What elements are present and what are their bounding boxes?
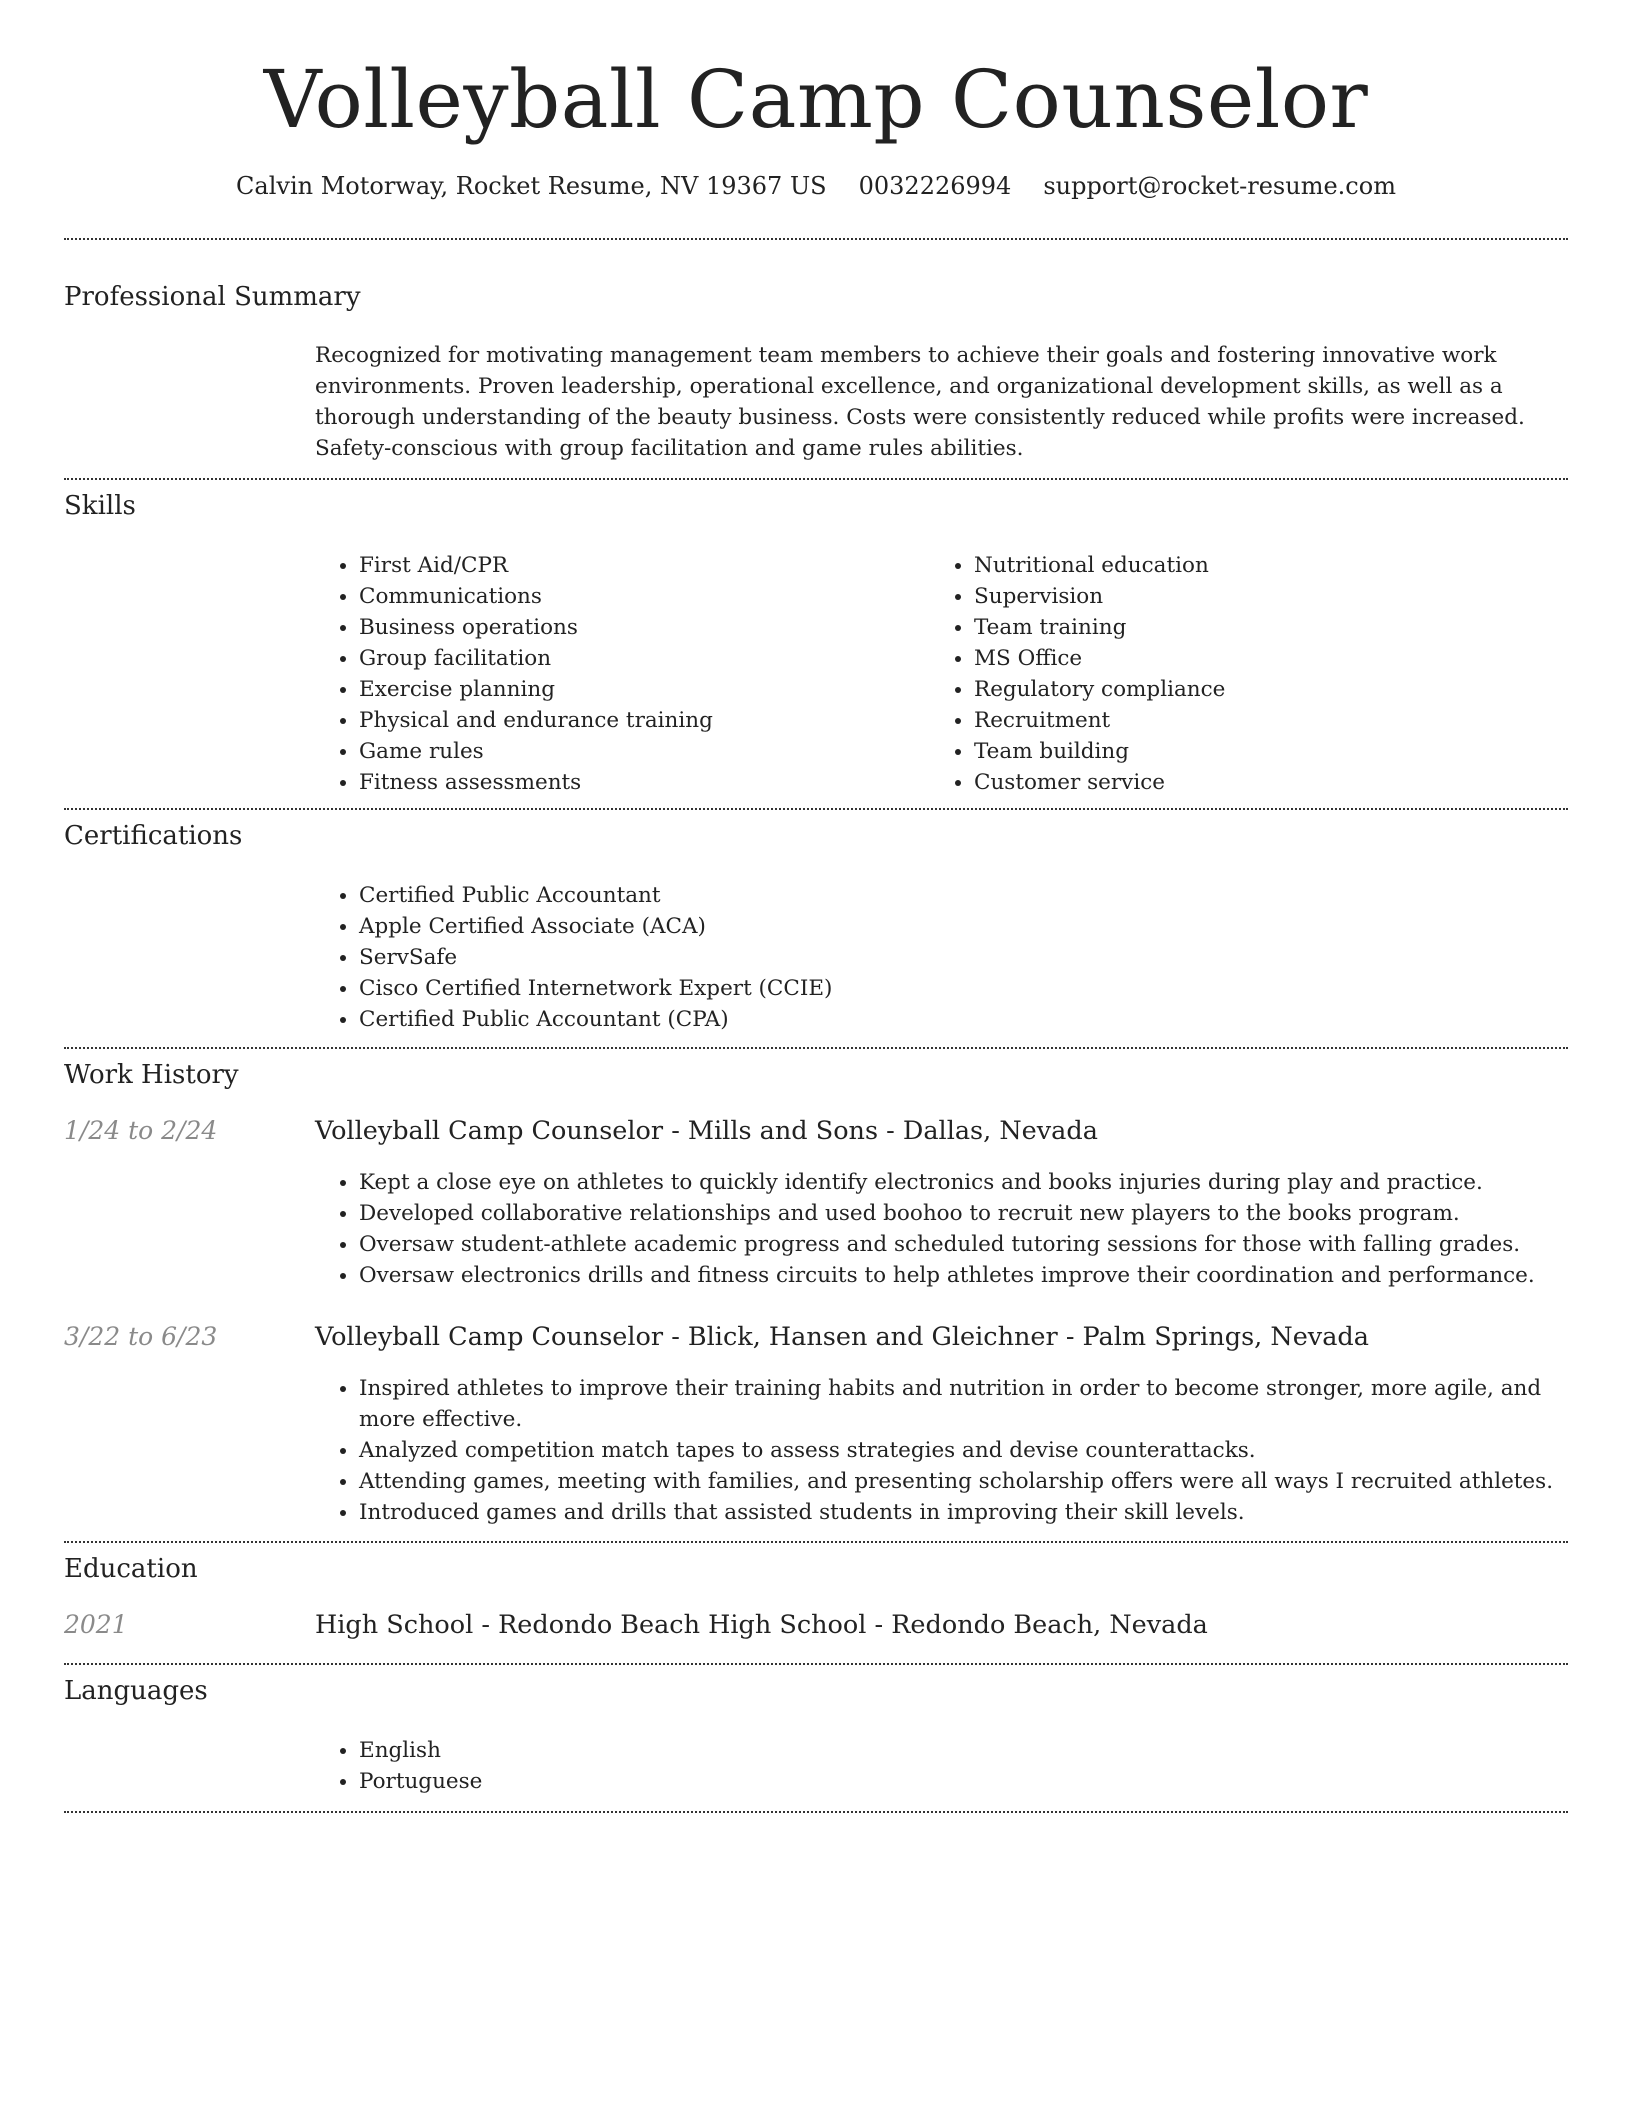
skill-item: • Group facilitation [359, 643, 930, 674]
job-bullets [315, 1167, 1565, 1291]
divider [64, 1541, 1568, 1543]
skill-item: • Nutritional education [974, 550, 1545, 581]
skill-item: • Team building [974, 736, 1545, 767]
skill-item: • Communications [359, 581, 930, 612]
divider [64, 808, 1568, 810]
education-year: 2021 [64, 1610, 128, 1639]
job-heading: Volleyball Camp Counselor - Mills and Sons - Dallas, Nevada [315, 1116, 1098, 1146]
job-bullet: • Attending games, meeting with families, and presenting scholarship offers were all ways I recruited athletes. [359, 1466, 1565, 1497]
contact-email: support@rocket-resume.com [1043, 172, 1396, 200]
divider [64, 1047, 1568, 1049]
certification-item: • Certified Public Accountant (CPA) [359, 1004, 1565, 1035]
education-heading: High School - Redondo Beach High School - Redondo Beach, Nevada [315, 1610, 1208, 1640]
language-item: • English [359, 1735, 1565, 1766]
divider [64, 238, 1568, 240]
job-bullet: • Kept a close eye on athletes to quickly identify electronics and books injuries during play and practice. [359, 1167, 1565, 1198]
certifications-list [315, 880, 1565, 1035]
job-dates: 3/22 to 6/23 [64, 1322, 218, 1351]
skill-item: • Supervision [974, 581, 1545, 612]
skills-column-left [315, 550, 930, 798]
summary-text: Recognized for motivating management team members to achieve their goals and fostering innovative work environments. Proven leadership, operational excellence, and organizational development skills, as well as a thorough understanding of the beauty business. Costs were consistently reduced while profits were increased. Safety-conscious with group facilitation and game rules abilities. [315, 343, 1525, 461]
skills-list [315, 550, 1565, 798]
contact-phone: 0032226994 [858, 172, 1012, 200]
skills-column-right [930, 550, 1545, 798]
skill-item: • Team training [974, 612, 1545, 643]
job-bullet: • Oversaw electronics drills and fitness circuits to help athletes improve their coordination and performance. [359, 1260, 1565, 1291]
job-heading: Volleyball Camp Counselor - Blick, Hansen and Gleichner - Palm Springs, Nevada [315, 1322, 1369, 1352]
certification-item: • Cisco Certified Internetwork Expert (CCIE) [359, 973, 1565, 1004]
skill-item: • Physical and endurance training [359, 705, 930, 736]
skill-item: • Recruitment [974, 705, 1545, 736]
languages-list [315, 1735, 1565, 1797]
divider [64, 1663, 1568, 1665]
job-bullet: • Developed collaborative relationships and used boohoo to recruit new players to the books program. [359, 1198, 1565, 1229]
job-bullets [315, 1373, 1565, 1528]
contact-line [0, 172, 1632, 200]
skill-item: • Business operations [359, 612, 930, 643]
contact-address: Calvin Motorway, Rocket Resume, NV 19367 US [236, 172, 827, 200]
skill-item: • First Aid/CPR [359, 550, 930, 581]
section-title-skills: Skills [64, 491, 136, 521]
job-dates: 1/24 to 2/24 [64, 1116, 218, 1145]
skill-item: • Fitness assessments [359, 767, 930, 798]
resume-header [0, 0, 1632, 200]
skill-item: • Regulatory compliance [974, 674, 1545, 705]
skill-item: • Customer service [974, 767, 1545, 798]
section-title-summary: Professional Summary [64, 282, 361, 312]
job-bullet: • Inspired athletes to improve their training habits and nutrition in order to become stronger, more agile, and more effective. [359, 1373, 1565, 1435]
skill-item: • MS Office [974, 643, 1545, 674]
divider [64, 1811, 1568, 1813]
job-bullet: • Oversaw student-athlete academic progress and scheduled tutoring sessions for those with falling grades. [359, 1229, 1565, 1260]
candidate-name: Volleyball Camp Counselor [263, 53, 1369, 146]
language-item: • Portuguese [359, 1766, 1565, 1797]
skill-item: • Game rules [359, 736, 930, 767]
skill-item: • Exercise planning [359, 674, 930, 705]
certification-item: • ServSafe [359, 942, 1565, 973]
divider [64, 478, 1568, 480]
section-title-work-history: Work History [64, 1060, 239, 1090]
job-bullet: • Introduced games and drills that assisted students in improving their skill levels. [359, 1497, 1565, 1528]
section-title-certifications: Certifications [64, 821, 243, 851]
section-title-education: Education [64, 1554, 198, 1584]
section-title-languages: Languages [64, 1676, 208, 1706]
certification-item: • Apple Certified Associate (ACA) [359, 911, 1565, 942]
job-bullet: • Analyzed competition match tapes to assess strategies and devise counterattacks. [359, 1435, 1565, 1466]
certification-item: • Certified Public Accountant [359, 880, 1565, 911]
